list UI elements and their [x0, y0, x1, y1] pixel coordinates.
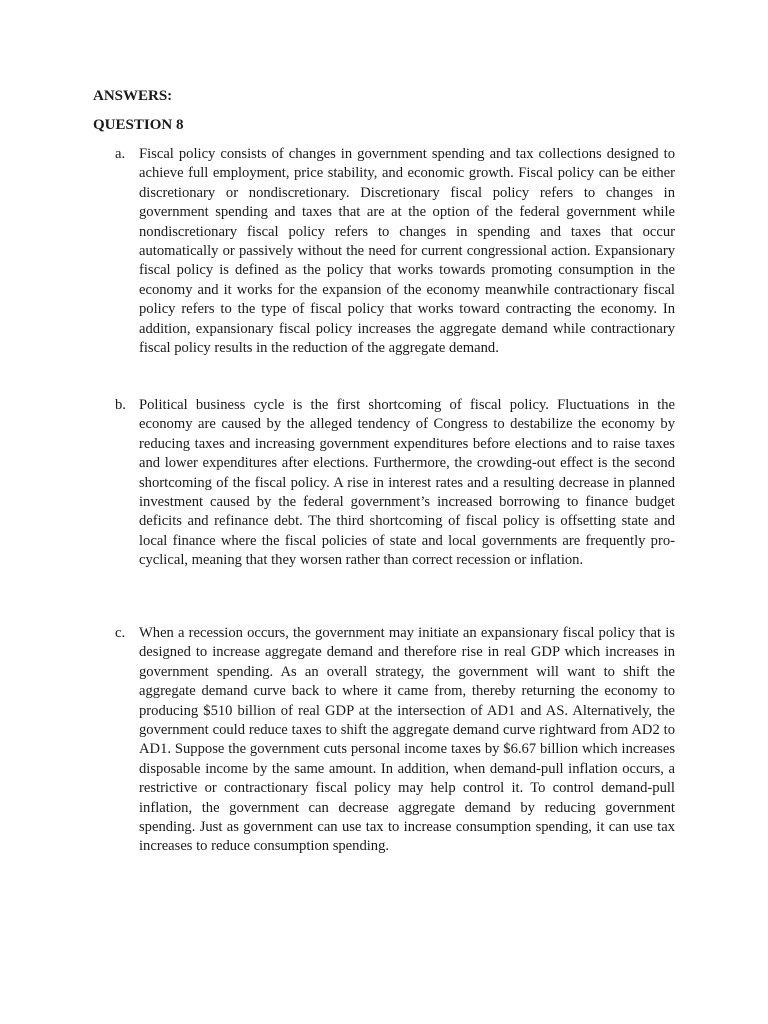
answers-heading: ANSWERS: [93, 88, 173, 104]
answer-text-a: Fiscal policy consists of changes in government spending and tax collections designed to achieve full employment, price stability, and economic growth. Fiscal policy can be either discretionary or nondiscretionary. Discretionary fiscal policy refers to changes in government spending and taxes that are at the option of the federal government while nondiscretionary fiscal policy refers to changes in spending and taxes that occur automatically or passively without the need for current congressional action. Expansionary fiscal policy is defined as the policy that works towards promoting consumption in the economy and it works for the expansion of the economy meanwhile contractionary fiscal policy refers to the type of fiscal policy that works toward contracting the economy. In addition, expansionary fiscal policy increases the aggregate demand while contractionary fiscal policy results in the reduction of the aggregate demand. [139, 146, 675, 357]
item-marker-a: a. [115, 146, 126, 162]
answer-item-c [93, 624, 675, 857]
item-marker-c: c. [115, 625, 126, 641]
answer-text-b: Political business cycle is the first shortcoming of fiscal policy. Fluctuations in the economy are caused by the alleged tendency of Congress to destabilize the economy by reducing taxes and increasing government expenditures before elections and to raise taxes and lower expenditures after elections. Furthermore, the crowding-out effect is the second shortcoming of the fiscal policy. A rise in interest rates and a resulting decrease in planned investment caused by the federal government’s increased borrowing to finance budget deficits and refinance debt. The third shortcoming of fiscal policy is offsetting state and local finance where the fiscal policies of state and local governments are frequently pro-cyclical, meaning that they worsen rather than correct recession or inflation. [139, 397, 675, 569]
answer-text-c: When a recession occurs, the government may initiate an expansionary fiscal policy that is designed to increase aggregate demand and therefore rise in real GDP which increases in government spending. As an overall strategy, the government will want to shift the aggregate demand curve back to where it came from, thereby returning the economy to producing $510 billion of real GDP at the intersection of AD1 and AS. Alternatively, the government could reduce taxes to shift the aggregate demand curve rightward from AD2 to AD1. Suppose the government cuts personal income taxes by $6.67 billion which increases disposable income by the same amount. In addition, when demand-pull inflation occurs, a restrictive or contractionary fiscal policy may help control it. To control demand-pull inflation, the government can decrease aggregate demand by reducing government spending. Just as government can use tax to increase consumption spending, it can use tax increases to reduce consumption spending. [139, 625, 675, 855]
answer-item-a [93, 145, 675, 358]
item-marker-b: b. [115, 397, 126, 413]
question-heading: QUESTION 8 [93, 117, 184, 133]
answer-item-b [93, 396, 675, 571]
